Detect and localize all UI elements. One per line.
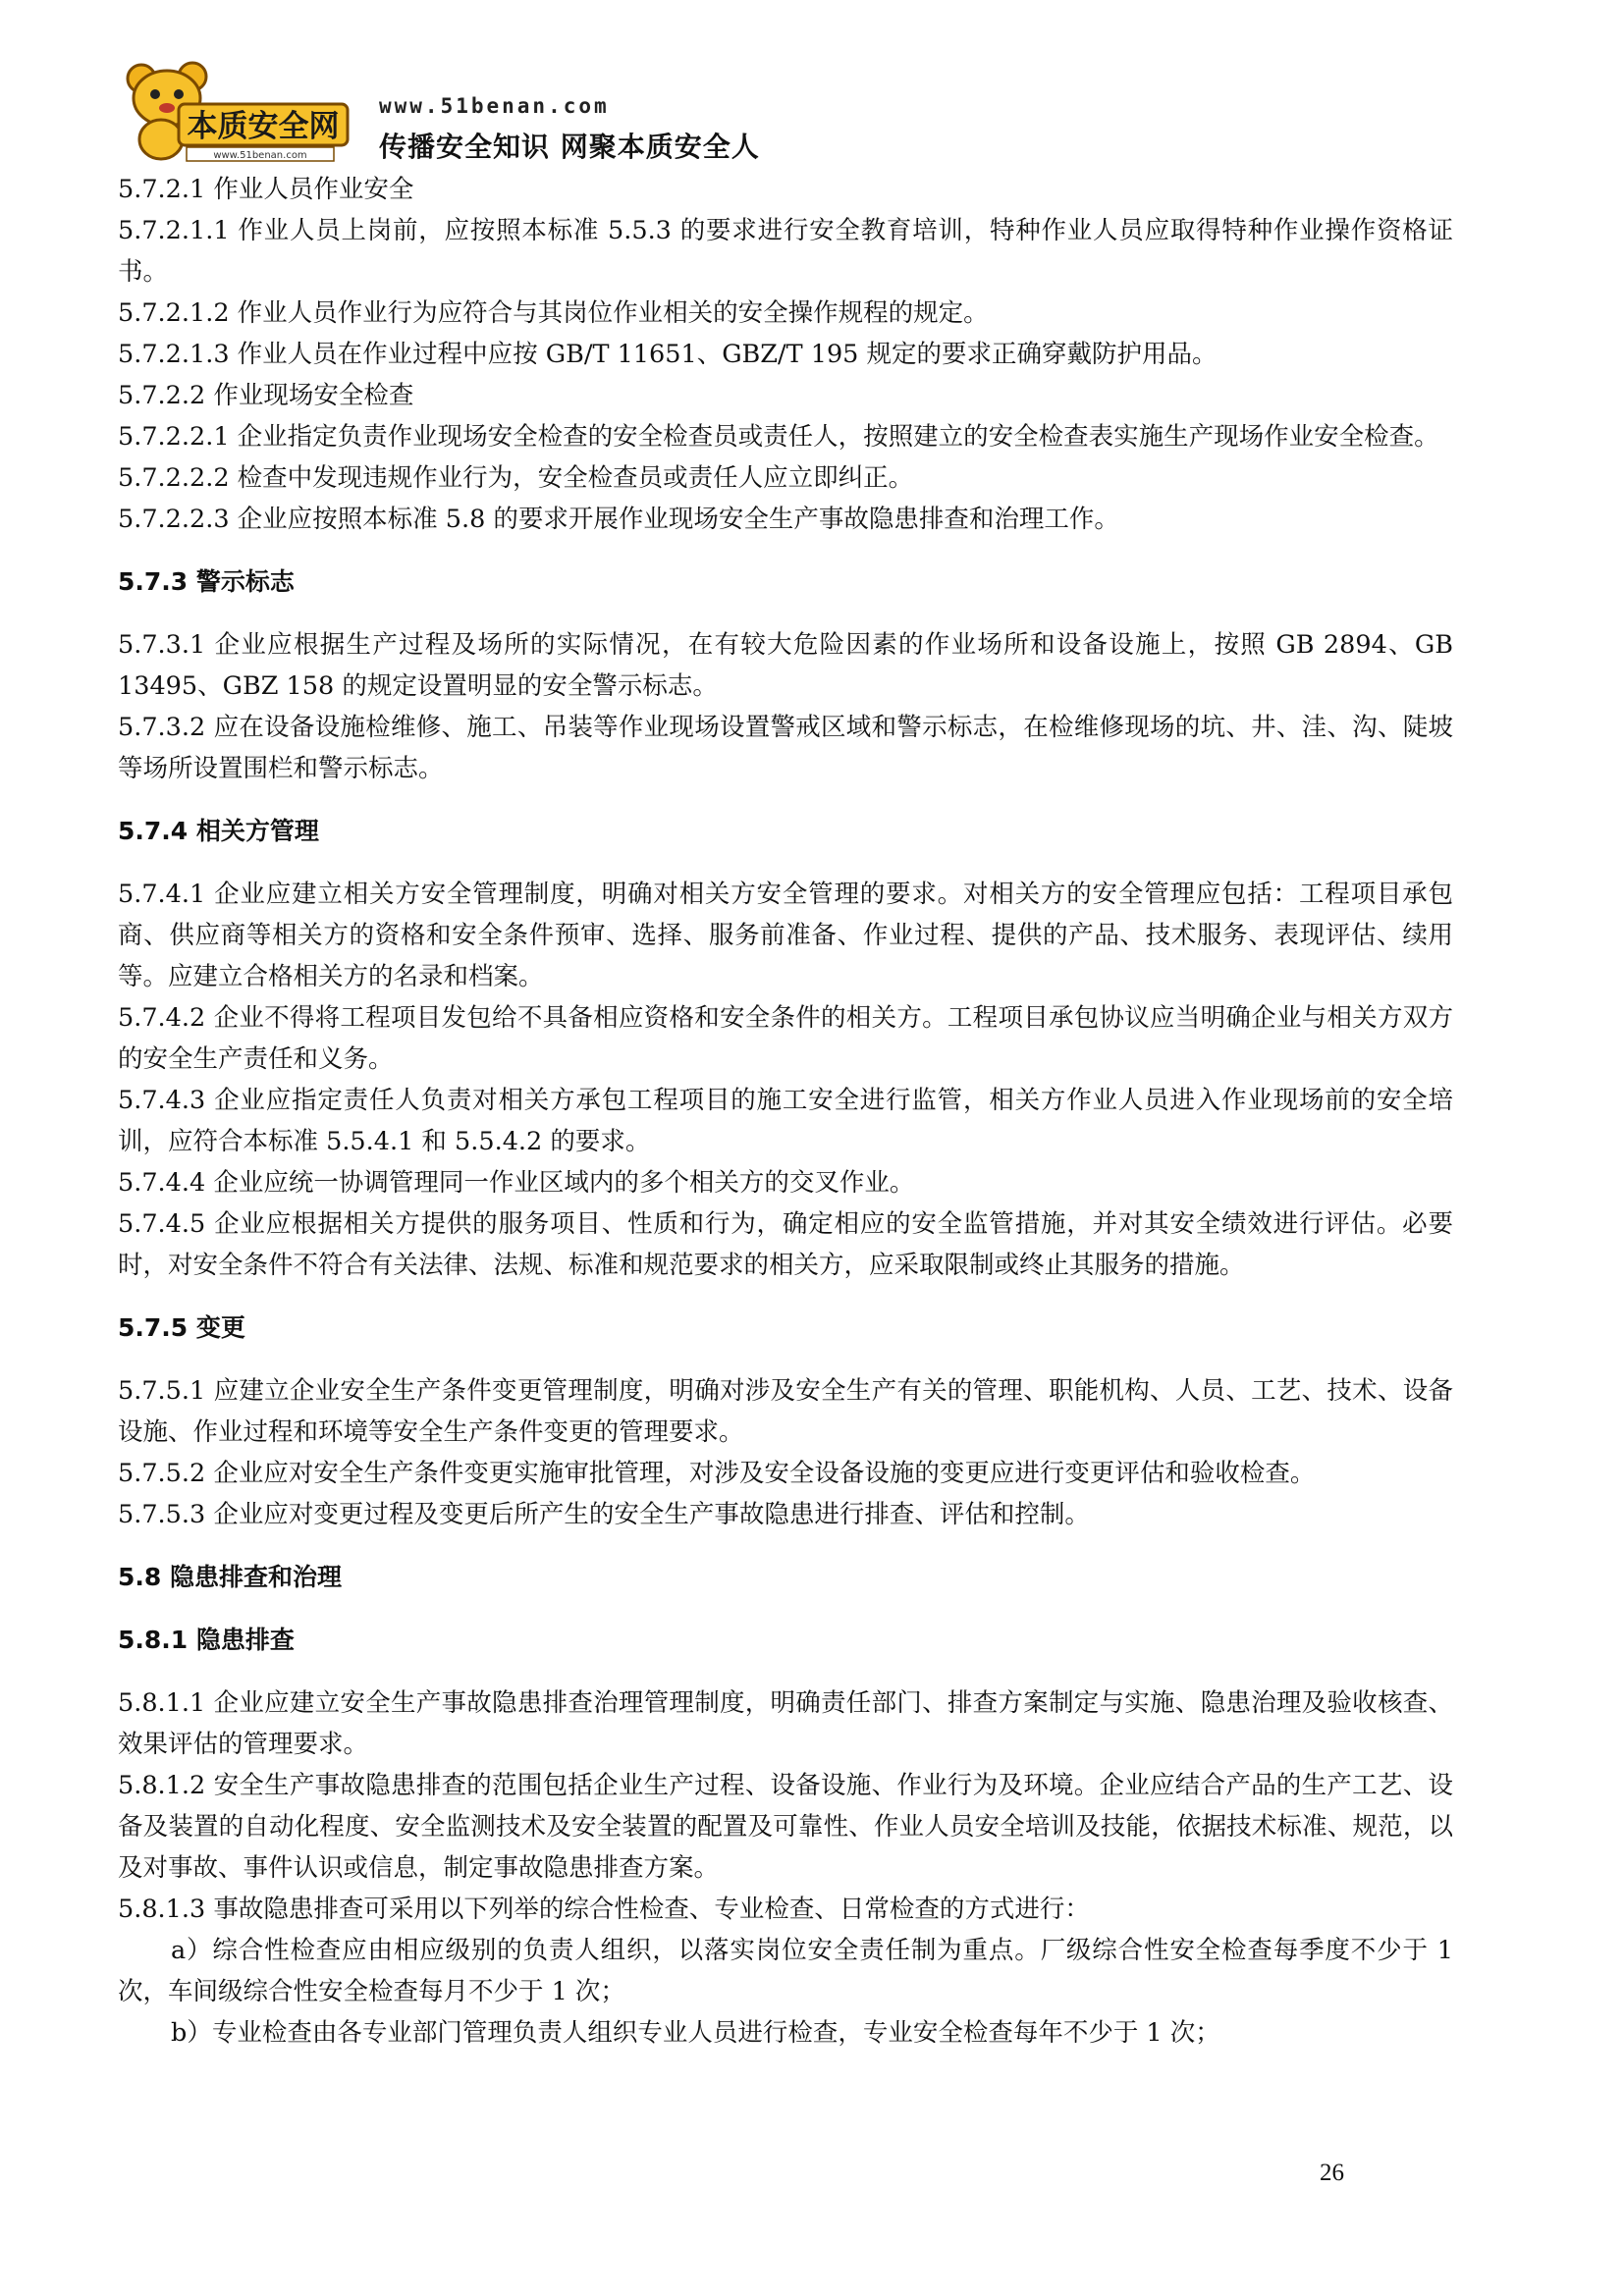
- list-item: b）专业检查由各专业部门管理负责人组织专业人员进行检查，专业安全检查每年不少于 1 次；: [171, 2018, 1220, 2048]
- paragraph: 5.7.5.3 企业应对变更过程及变更后所产生的安全生产事故隐患进行排查、评估和控制。: [118, 1500, 1090, 1529]
- page-number: 26: [1320, 2160, 1344, 2186]
- paragraph: 5.7.4.2 企业不得将工程项目发包给不具备相应资格和安全条件的相关方。工程项目承包协议应当明确企业与相关方双方的安全生产责任和义务。: [118, 1003, 1453, 1074]
- paragraph: 5.8.1.2 安全生产事故隐患排查的范围包括企业生产过程、设备设施、作业行为及环境。企业应结合产品的生产工艺、设备及装置的自动化程度、安全监测技术及安全装置的配置及可靠性、作业人员安全培训及技能，依据技术标准、规范，以及对事故、事件认识或信息，制定事故隐患排查方案。: [118, 1771, 1453, 1883]
- paragraph: 5.7.4.3 企业应指定责任人负责对相关方承包工程项目的施工安全进行监管，相关方作业人员进入作业现场前的安全培训，应符合本标准 5.5.4.1 和 5.5.4.2 的要求。: [118, 1086, 1453, 1156]
- section-heading: 5.7.4 相关方管理: [118, 817, 319, 845]
- paragraph: 5.8.1.3 事故隐患排查可采用以下列举的综合性检查、专业检查、日常检查的方式进行：: [118, 1895, 1090, 1924]
- paragraph: 5.7.2.1 作业人员作业安全: [118, 175, 414, 204]
- paragraph: 5.7.4.1 企业应建立相关方安全管理制度，明确对相关方安全管理的要求。对相关方的安全管理应包括：工程项目承包商、供应商等相关方的资格和安全条件预审、选择、服务前准备、作业过程、提供的产品、技术服务、表现评估、续用等。应建立合格相关方的名录和档案。: [118, 880, 1453, 991]
- paragraph: 5.7.3.2 应在设备设施检维修、施工、吊装等作业现场设置警戒区域和警示标志，在检维修现场的坑、井、洼、沟、陡坡等场所设置围栏和警示标志。: [118, 713, 1453, 783]
- section-heading: 5.7.3 警示标志: [118, 567, 295, 596]
- logo-name: 本质安全网: [187, 109, 340, 144]
- paragraph: 5.7.4.4 企业应统一协调管理同一作业区域内的多个相关方的交叉作业。: [118, 1168, 915, 1198]
- paragraph: 5.7.2.1.1 作业人员上岗前，应按照本标准 5.5.3 的要求进行安全教育培训，特种作业人员应取得特种作业操作资格证书。: [118, 216, 1453, 287]
- site-slogan: 传播安全知识 网聚本质安全人: [379, 131, 760, 163]
- paragraph: 5.7.2.1.2 作业人员作业行为应符合与其岗位作业相关的安全操作规程的规定。: [118, 298, 989, 328]
- paragraph: 5.7.2.2.2 检查中发现违规作业行为，安全检查员或责任人应立即纠正。: [118, 463, 914, 493]
- paragraph: 5.7.2.2 作业现场安全检查: [118, 381, 414, 410]
- paragraph: 5.7.5.2 企业应对安全生产条件变更实施审批管理，对涉及安全设备设施的变更应进行变更评估和验收检查。: [118, 1459, 1316, 1488]
- section-heading: 5.8 隐患排查和治理: [118, 1563, 342, 1591]
- paragraph: 5.7.4.5 企业应根据相关方提供的服务项目、性质和行为，确定相应的安全监管措施，并对其安全绩效进行评估。必要时，对安全条件不符合有关法律、法规、标准和规范要求的相关方，应采取限制或终止其服务的措施。: [118, 1209, 1453, 1280]
- section-heading: 5.8.1 隐患排查: [118, 1626, 295, 1654]
- paragraph: 5.7.2.2.1 企业指定负责作业现场安全检查的安全检查员或责任人，按照建立的安全检查表实施生产现场作业安全检查。: [118, 422, 1439, 452]
- paragraph: 5.7.3.1 企业应根据生产过程及场所的实际情况，在有较大危险因素的作业场所和设备设施上，按照 GB 2894、GB 13495、GBZ 158 的规定设置明显的安全警示标志。: [118, 630, 1453, 701]
- logo-small-url: www.51benan.com: [213, 150, 307, 161]
- site-url: www.51benan.com: [379, 94, 610, 118]
- paragraph: 5.7.2.1.3 作业人员在作业过程中应按 GB/T 11651、GBZ/T 195 规定的要求正确穿戴防护用品。: [118, 340, 1218, 369]
- section-heading: 5.7.5 变更: [118, 1313, 245, 1342]
- paragraph: 5.8.1.1 企业应建立安全生产事故隐患排查治理管理制度，明确责任部门、排查方案制定与实施、隐患治理及验收核查、效果评估的管理要求。: [118, 1688, 1453, 1759]
- site-header-text: [379, 94, 760, 165]
- mascot-logo-icon: [118, 57, 353, 165]
- paragraph: 5.7.5.1 应建立企业安全生产条件变更管理制度，明确对涉及安全生产有关的管理、职能机构、人员、工艺、技术、设备设施、作业过程和环境等安全生产条件变更的管理要求。: [118, 1376, 1453, 1447]
- site-logo: [118, 57, 353, 165]
- list-item: a）综合性检查应由相应级别的负责人组织，以落实岗位安全责任制为重点。厂级综合性安全检查每季度不少于 1 次，车间级综合性安全检查每月不少于 1 次；: [118, 1936, 1453, 2006]
- paragraph: 5.7.2.2.3 企业应按照本标准 5.8 的要求开展作业现场安全生产事故隐患排查和治理工作。: [118, 505, 1119, 534]
- document-body: [118, 169, 1453, 2054]
